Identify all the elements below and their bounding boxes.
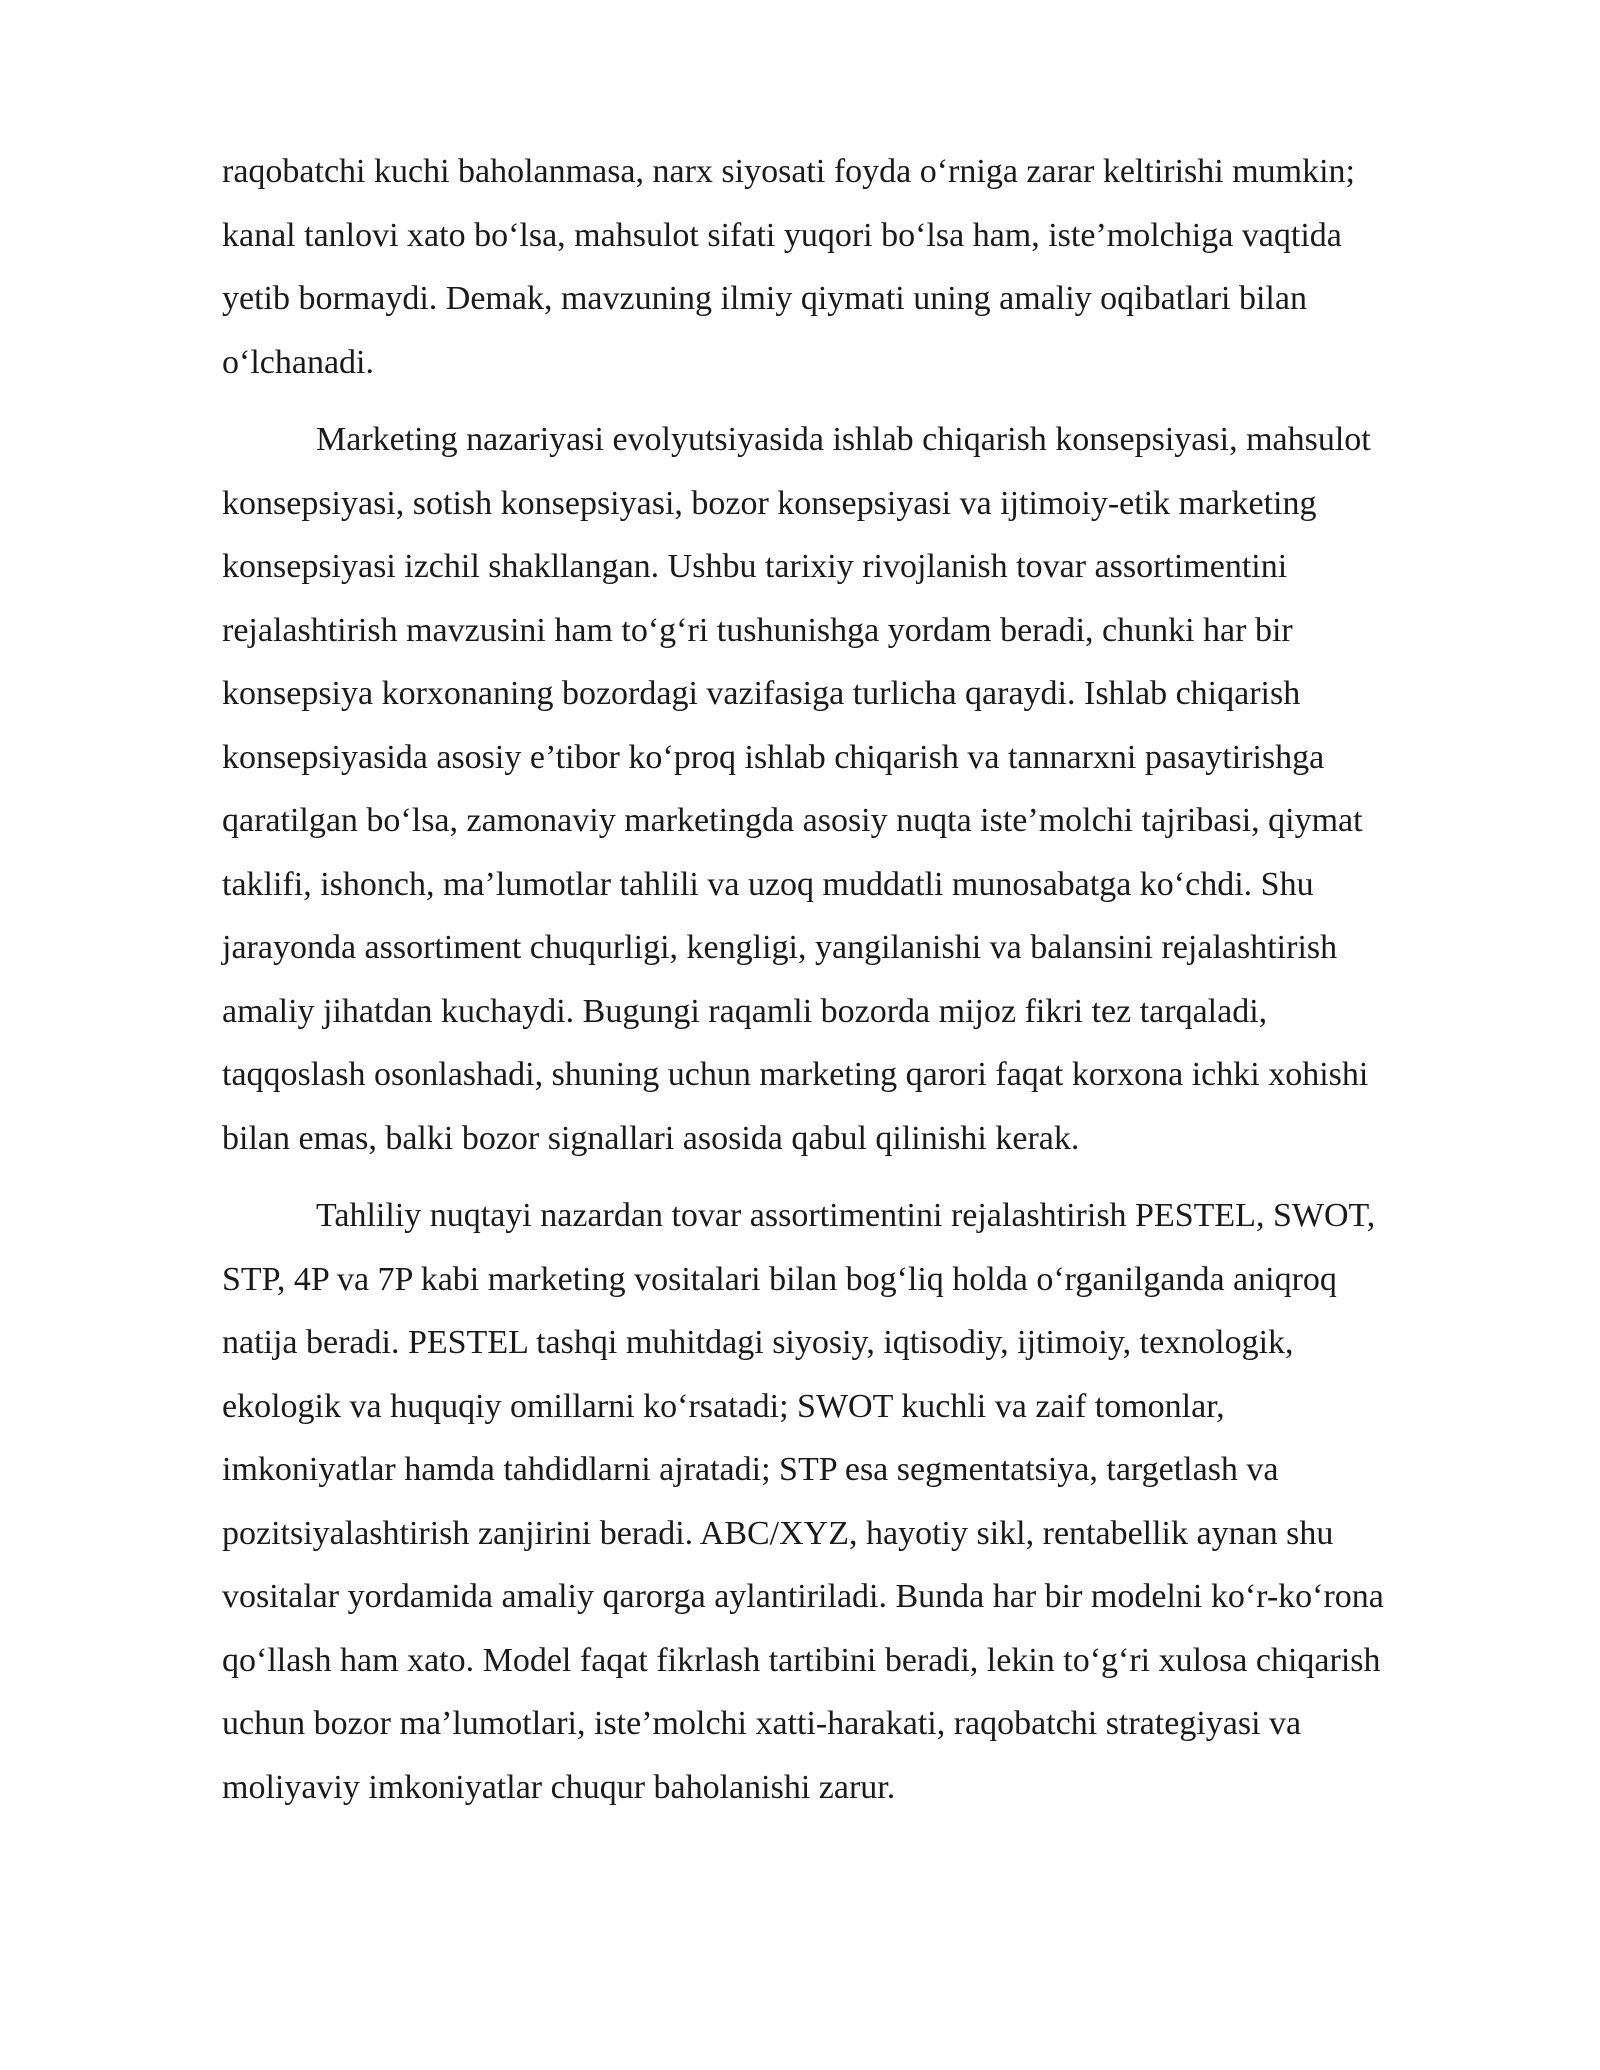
text-line: ekologik va huquqiy omillarni koʻrsatadi; SWOT kuchli va zaif tomonlar, [222, 1387, 1225, 1425]
text-line: natija beradi. PESTEL tashqi muhitdagi siyosiy, iqtisodiy, ijtimoiy, texnologik, [222, 1324, 1294, 1361]
text-line: imkoniyatlar hamda tahdidlarni ajratadi; STP esa segmentatsiya, targetlash va [222, 1451, 1279, 1488]
text-line: Marketing nazariyasi evolyutsiyasida ishlab chiqarish konsepsiyasi, mahsulot [316, 421, 1371, 458]
text-line: STP, 4P va 7P kabi marketing vositalari bilan bogʻliq holda oʻrganilganda aniqroq [222, 1260, 1337, 1298]
body-text [222, 140, 1486, 1819]
text-line: uchun bozor ma’lumotlari, iste’molchi xatti-harakati, raqobatchi strategiyasi va [222, 1705, 1302, 1742]
text-line: taklifi, ishonch, ma’lumotlar tahlili va uzoq muddatli munosabatga koʻchdi. Shu [222, 865, 1314, 903]
text-line: oʻlchanadi. [222, 343, 374, 381]
text-line: pozitsiyalashtirish zanjirini beradi. ABC/XYZ, hayotiy sikl, rentabellik aynan shu [222, 1514, 1334, 1552]
text-line: qaratilgan boʻlsa, zamonaviy marketingda asosiy nuqta iste’molchi tajribasi, qiymat [222, 802, 1363, 839]
paragraph-1 [222, 140, 1486, 394]
text-line: bilan emas, balki bozor signallari asosida qabul qilinishi kerak. [222, 1119, 1080, 1157]
text-line: amaliy jihatdan kuchaydi. Bugungi raqamli bozorda mijoz fikri tez tarqaladi, [222, 992, 1268, 1030]
text-line: taqqoslash osonlashadi, shuning uchun marketing qarori faqat korxona ichki xohishi [222, 1056, 1369, 1093]
text-line: yetib bormaydi. Demak, mavzuning ilmiy qiymati uning amaliy oqibatlari bilan [222, 280, 1307, 317]
text-line: konsepsiyasi, sotish konsepsiyasi, bozor konsepsiyasi va ijtimoiy-etik marketing [222, 484, 1317, 522]
paragraph-2 [222, 408, 1486, 1170]
text-line: vositalar yordamida amaliy qarorga aylantiriladi. Bunda har bir modelni koʻr-koʻrona [222, 1578, 1384, 1615]
text-line: Tahliliy nuqtayi nazardan tovar assortimentini rejalashtirish PESTEL, SWOT, [316, 1197, 1376, 1234]
text-line: konsepsiyasida asosiy e’tibor koʻproq ishlab chiqarish va tannarxni pasaytirishga [222, 738, 1325, 776]
text-line: moliyaviy imkoniyatlar chuqur baholanishi zarur. [222, 1768, 896, 1806]
text-line: raqobatchi kuchi baholanmasa, narx siyosati foyda oʻrniga zarar keltirishi mumkin; [222, 153, 1355, 190]
text-line: kanal tanlovi xato boʻlsa, mahsulot sifati yuqori boʻlsa ham, iste’molchiga vaqtida [222, 216, 1342, 254]
text-line: konsepsiyasi izchil shakllangan. Ushbu tarixiy rivojlanish tovar assortimentini [222, 548, 1288, 585]
text-line: konsepsiya korxonaning bozordagi vazifasiga turlicha qaraydi. Ishlab chiqarish [222, 675, 1301, 712]
text-line: jarayonda assortiment chuqurligi, kengligi, yangilanishi va balansini rejalashtirish [222, 929, 1338, 966]
paragraph-3 [222, 1184, 1486, 1819]
text-line: rejalashtirish mavzusini ham toʻgʻri tushunishga yordam beradi, chunki har bir [222, 611, 1293, 649]
text-line: qoʻllash ham xato. Model faqat fikrlash tartibini beradi, lekin toʻgʻri xulosa chiqarish [222, 1641, 1381, 1679]
